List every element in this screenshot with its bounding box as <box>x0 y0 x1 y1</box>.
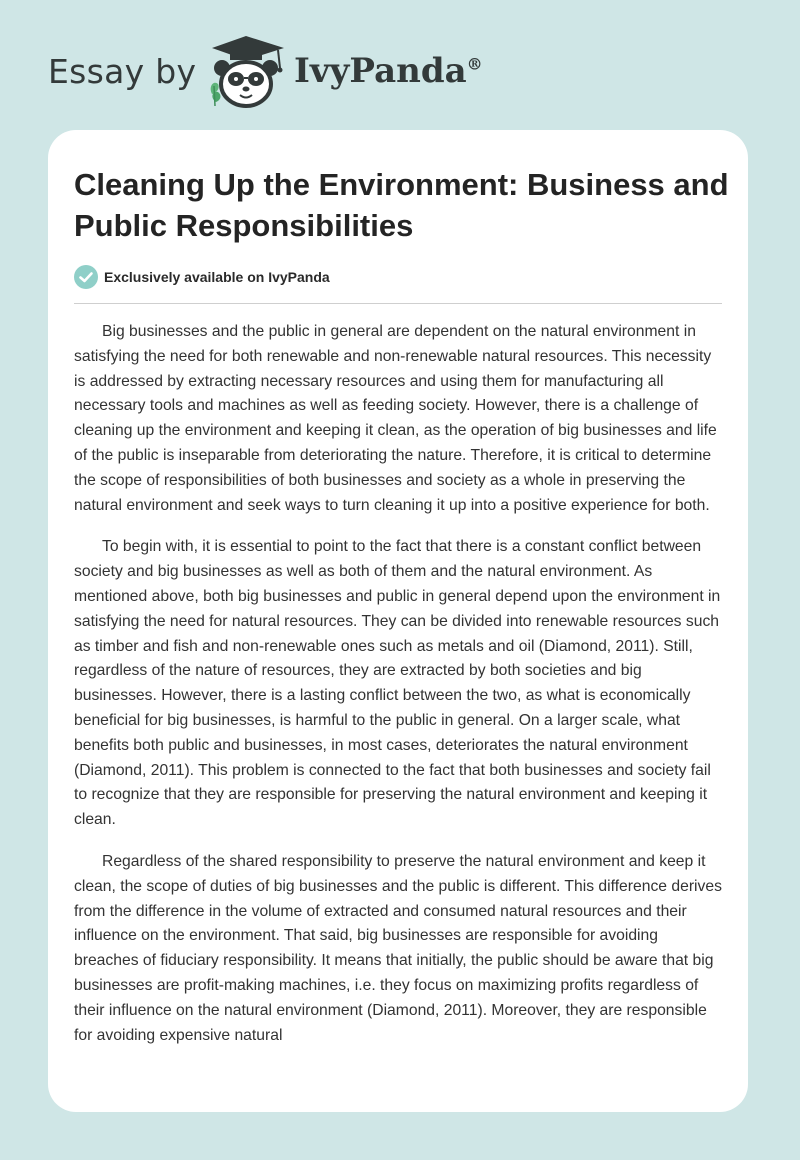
essay-body <box>74 320 724 1065</box>
site-header <box>0 0 800 130</box>
registered-mark: ® <box>466 54 483 74</box>
exclusive-badge-text: Exclusively available on IvyPanda <box>104 269 330 285</box>
brand-prefix: Essay by <box>48 52 197 91</box>
page-title: Cleaning Up the Environment: Business and Public Responsibilities <box>74 167 729 243</box>
brand-name <box>294 51 483 91</box>
brand-name-text: IvyPanda <box>294 51 467 91</box>
paragraph: Big businesses and the public in general are dependent on the natural environment in satisfying the need for both renewable and non-renewable natural resources. This necessity is addressed by extracting necessary resources and using them for manufacturing all necessary tools and machines as well as feeding society. However, there is a challenge of cleaning up the environment and keeping it clean, as the operation of big businesses and life of the public is inseparable from deteriorating the nature. Therefore, it is critical to determine the scope of responsibilities of both businesses and society as a whole in preserving the natural environment and seek ways to turn cleaning it up into a positive experience for both. <box>74 323 717 514</box>
panda-graduate-icon <box>200 34 290 110</box>
divider <box>74 303 722 304</box>
check-circle-icon <box>74 265 98 289</box>
exclusive-badge <box>74 264 330 290</box>
paragraph: To begin with, it is essential to point to the fact that there is a constant conflict between society and big businesses as well as both of them and the natural environment. As mentioned above, both big businesses and public in general depend upon the environment in satisfying the need for natural resources. They can be divided into renewable resources such as timber and fish and non-renewable ones such as metals and oil (Diamond, 2011). Still, regardless of the nature of resources, they are extracted by both societies and big businesses. However, there is a lasting conflict between the two, as what is economically beneficial for big businesses, is harmful to the public in general. On a larger scale, what benefits both public and businesses, in most cases, deteriorates the natural environment (Diamond, 2011). This problem is connected to the fact that both businesses and society fail to recognize that they are responsible for preserving the natural environment and keeping it clean. <box>74 538 721 829</box>
paragraph: Regardless of the shared responsibility to preserve the natural environment and keep it clean, the scope of duties of big businesses and the public is different. This difference derives from the difference in the volume of extracted and consumed natural resources and their influence on the environment. That said, big businesses are responsible for avoiding breaches of fiduciary responsibility. It means that initially, the public should be aware that big businesses are profit-making machines, i.e. they focus on maximizing profits regardless of their influence on the natural environment (Diamond, 2011). Moreover, they are responsible for avoiding expensive natural <box>74 852 722 1044</box>
essay-card <box>48 130 748 1112</box>
